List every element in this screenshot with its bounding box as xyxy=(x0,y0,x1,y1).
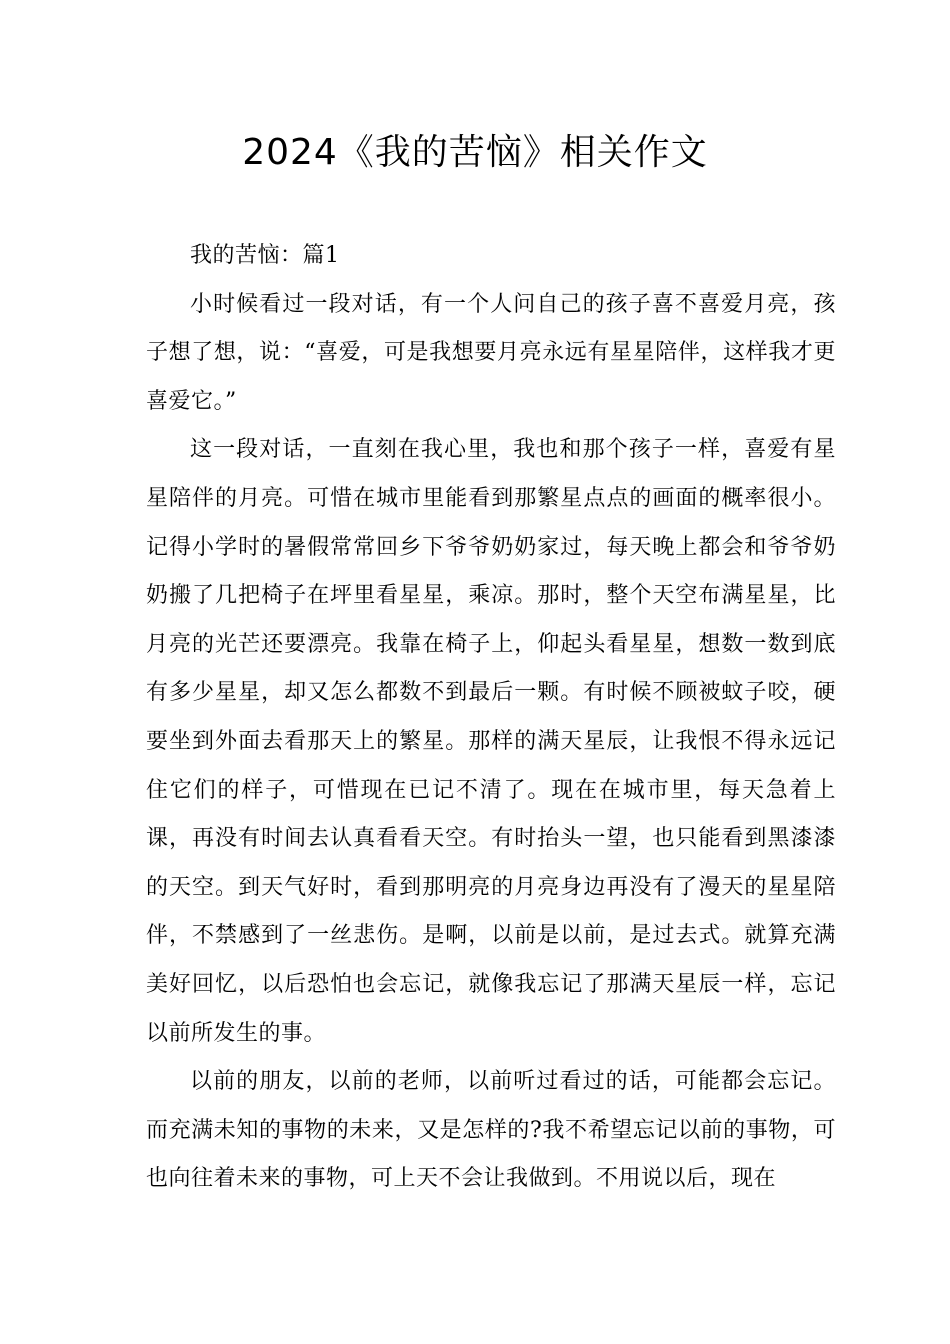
document-body xyxy=(146,232,836,1204)
paragraph-3: 以前的朋友，以前的老师，以前听过看过的话，可能都会忘记。而充满未知的事物的未来，又是怎样的?我不希望忘记以前的事物，可也向往着未来的事物，可上天不会让我做到。不用说以后，现在 xyxy=(146,1069,836,1192)
paragraph-2: 这一段对话，一直刻在我心里，我也和那个孩子一样，喜爱有星星陪伴的月亮。可惜在城市里能看到那繁星点点的画面的概率很小。记得小学时的暑假常常回乡下爷爷奶奶家过，每天晚上都会和爷爷奶奶搬了几把椅子在坪里看星星，乘凉。那时，整个天空布满星星，比月亮的光芒还要漂亮。我靠在椅子上，仰起头看星星，想数一数到底有多少星星，却又怎么都数不到最后一颗。有时候不顾被蚊子咬，硬要坐到外面去看那天上的繁星。那样的满天星辰，让我恨不得永远记住它们的样子，可惜现在已记不清了。现在在城市里，每天急着上课，再没有时间去认真看看天空。有时抬头一望，也只能看到黑漆漆的天空。到天气好时，看到那明亮的月亮身边再没有了漫天的星星陪伴，不禁感到了一丝悲伤。是啊，以前是以前，是过去式。就算充满美好回忆，以后恐怕也会忘记，就像我忘记了那满天星辰一样，忘记以前所发生的事。 xyxy=(146,437,836,1046)
document-title: 2024《我的苦恼》相关作文 xyxy=(242,132,708,173)
paragraph-1: 小时候看过一段对话，有一个人问自己的孩子喜不喜爱月亮，孩子想了想，说：“喜爱，可是我想要月亮永远有星星陪伴，这样我才更喜爱它。” xyxy=(146,291,836,414)
section-heading: 我的苦恼：篇1 xyxy=(190,243,340,268)
